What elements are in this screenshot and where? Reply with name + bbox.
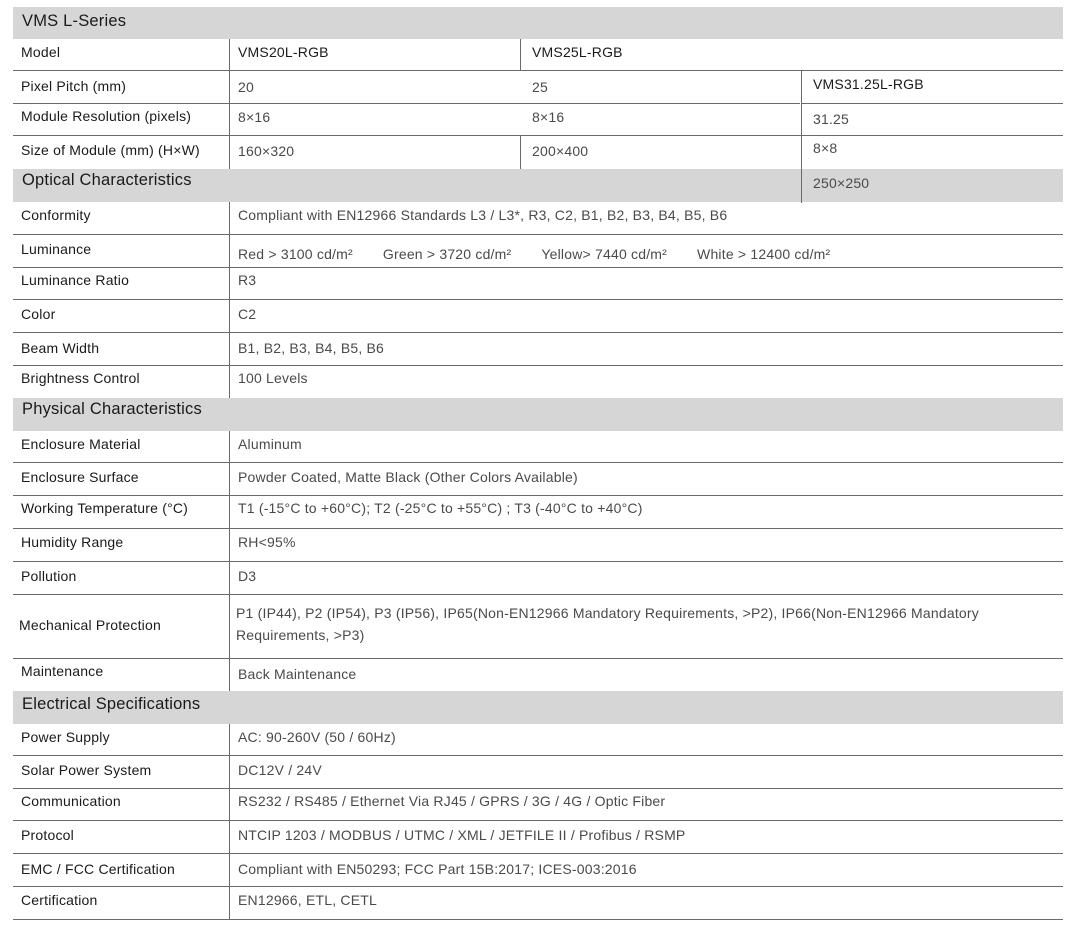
model-vms25l: VMS25L-RGB [532,44,623,60]
row-divider [13,853,1063,854]
enclosure-surface-label: Enclosure Surface [21,469,139,485]
row-divider [13,462,1063,463]
color-value: C2 [238,306,257,322]
physical-header [13,398,1063,431]
row-divider [13,919,1063,920]
module-resolution-3125: 8×8 [813,140,838,156]
electrical-header [13,691,1063,724]
row-divider [13,755,1063,756]
row-divider [13,658,1063,659]
power-supply-label: Power Supply [21,729,110,745]
conformity-label: Conformity [21,207,91,223]
mechanical-label: Mechanical Protection [19,617,161,633]
row-divider [801,103,1063,104]
pixel-pitch-3125: 31.25 [813,111,850,127]
row-divider [13,594,1063,595]
luminance-yellow: Yellow> 7440 cd/m² [541,246,668,262]
row-divider [13,365,1063,366]
certification-value: EN12966, ETL, CETL [238,892,377,908]
emc-value: Compliant with EN50293; FCC Part 15B:2017; ICES-003:2016 [238,861,637,877]
col-divider [520,135,521,169]
module-resolution-20: 8×16 [238,109,271,125]
beam-width-value: B1, B2, B3, B4, B5, B6 [238,340,385,356]
pixel-pitch-25: 25 [532,79,548,95]
col-divider [520,39,521,70]
luminance-ratio-value: R3 [238,272,257,288]
maintenance-label: Maintenance [21,663,104,679]
module-size-25: 200×400 [532,143,589,159]
brightness-value: 100 Levels [238,370,308,386]
module-size-label: Size of Module (mm) (H×W) [21,142,200,158]
mechanical-value: P1 (IP44), P2 (IP54), P3 (IP56), IP65(Non-EN12966 Mandatory Requirements, >P2), IP66(Non-EN12966 Mandatory Requirements, >P3) [236,605,979,643]
humidity-label: Humidity Range [21,534,124,550]
power-supply-value: AC: 90-260V (50 / 60Hz) [238,729,396,745]
communication-value: RS232 / RS485 / Ethernet Via RJ45 / GPRS / 3G / 4G / Optic Fiber [238,793,666,809]
humidity-value: RH<95% [238,534,296,550]
row-divider [13,788,1063,789]
row-divider [13,528,1063,529]
col-divider [801,70,802,203]
pollution-value: D3 [238,568,257,584]
pixel-pitch-20: 20 [238,79,254,95]
conformity-value: Compliant with EN12966 Standards L3 / L3*, R3, C2, B1, B2, B3, B4, B5, B6 [238,207,728,223]
emc-label: EMC / FCC Certification [21,861,175,877]
maintenance-value: Back Maintenance [238,666,357,682]
working-temp-label: Working Temperature (°C) [21,500,189,516]
working-temp-value: T1 (-15°C to +60°C); T2 (-25°C to +55°C) ; T3 (-40°C to +40°C) [238,500,643,516]
module-size-20: 160×320 [238,143,295,159]
row-divider [13,234,1063,235]
pollution-label: Pollution [21,568,77,584]
series-header [13,7,1063,39]
electrical-title: Electrical Specifications [22,695,201,713]
luminance-values [238,246,860,262]
optical-header [13,169,801,202]
series-title: VMS L-Series [22,12,127,30]
row-divider [13,561,1063,562]
module-size-3125: 250×250 [813,175,870,191]
solar-value: DC12V / 24V [238,762,322,778]
luminance-red: Red > 3100 cd/m² [238,246,353,262]
row-divider [13,332,1063,333]
model-label: Model [21,44,61,60]
protocol-label: Protocol [21,827,74,843]
col-divider [229,202,230,398]
pixel-pitch-label: Pixel Pitch (mm) [21,78,127,94]
row-divider [13,70,1063,71]
enclosure-material-value: Aluminum [238,436,302,452]
luminance-label: Luminance [21,241,92,257]
row-divider [13,267,1063,268]
physical-title: Physical Characteristics [22,400,202,418]
luminance-green: Green > 3720 cd/m² [382,246,512,262]
luminance-white: White > 12400 cd/m² [697,246,831,262]
enclosure-surface-value: Powder Coated, Matte Black (Other Colors Available) [238,469,578,485]
module-resolution-label: Module Resolution (pixels) [21,108,192,124]
row-divider [13,820,1063,821]
row-divider [13,135,1063,136]
brightness-label: Brightness Control [21,370,140,386]
optical-title: Optical Characteristics [22,171,192,189]
row-divider [13,299,1063,300]
luminance-ratio-label: Luminance Ratio [21,272,130,288]
row-divider [13,495,1063,496]
communication-label: Communication [21,793,121,809]
protocol-value: NTCIP 1203 / MODBUS / UTMC / XML / JETFILE II / Profibus / RSMP [238,827,686,843]
color-label: Color [21,306,56,322]
col-divider [229,39,230,169]
row-divider [13,886,1063,887]
col-divider [229,431,230,691]
solar-label: Solar Power System [21,762,152,778]
col-divider [229,724,230,919]
certification-label: Certification [21,892,98,908]
row-divider [13,103,800,104]
model-vms20l: VMS20L-RGB [238,44,329,60]
module-resolution-25: 8×16 [532,109,565,125]
enclosure-material-label: Enclosure Material [21,436,141,452]
model-vms3125l: VMS31.25L-RGB [813,76,924,92]
beam-width-label: Beam Width [21,340,100,356]
